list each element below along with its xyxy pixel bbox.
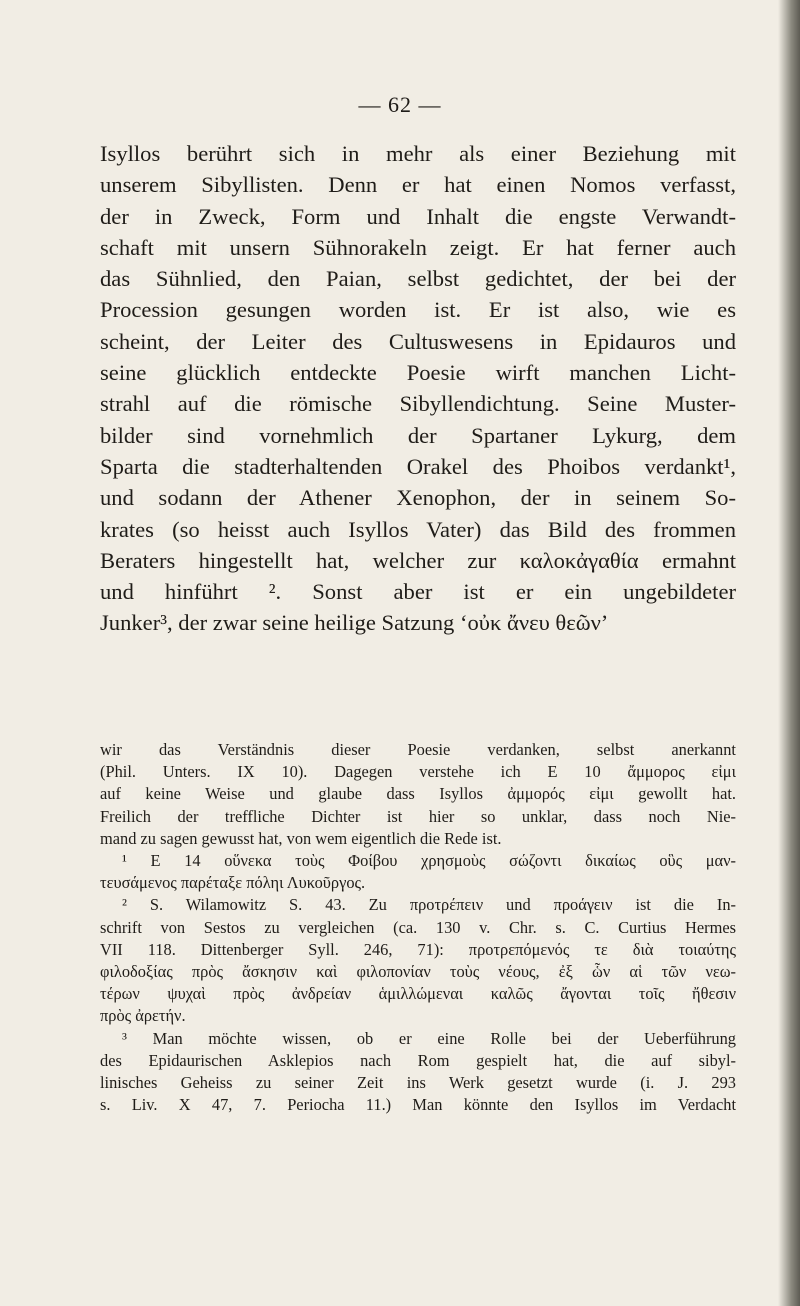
main-text-line: der in Zweck, Form und Inhalt die engste Verwandt- xyxy=(100,203,736,229)
footnote-line: τέρων ψυχαὶ πρὸς ἀνδρείαν ἁμιλλώμεναι καλῶς ἄγονται τοῖς ἤθεσιν xyxy=(100,984,736,1004)
footnote-line: τευσάμενος παρέταξε πόληι Λυκοῦργος. xyxy=(100,873,366,893)
main-text-line: und hinführt ². Sonst aber ist er ein ungebildeter xyxy=(100,579,736,605)
footnote-line: auf keine Weise und glaube dass Isyllos ἀμμορός εἰμι gewollt hat. xyxy=(100,784,736,804)
main-text-line: unserem Sibyllisten. Denn er hat einen Nomos verfasst, xyxy=(100,172,736,198)
footnote-line: schrift von Sestos zu vergleichen (ca. 130 v. Chr. s. C. Curtius Hermes xyxy=(100,917,736,937)
main-text-line: Beraters hingestellt hat, welcher zur καλοκἀγαθία ermahnt xyxy=(100,547,736,573)
main-text-line: schaft mit unsern Sühnorakeln zeigt. Er hat ferner auch xyxy=(100,234,736,260)
main-text-line: Junker³, der zwar seine heilige Satzung ‘οὐκ ἄνευ θεῶν’ xyxy=(100,610,609,636)
main-text-line: bilder sind vornehmlich der Spartaner Lykurg, dem xyxy=(100,422,736,448)
main-text-line: das Sühnlied, den Paian, selbst gedichtet, der bei der xyxy=(100,266,736,292)
footnote-line: ² S. Wilamowitz S. 43. Zu προτρέπειν und προάγειν ist die In- xyxy=(122,895,736,915)
footnotes-block xyxy=(100,739,736,1116)
main-text-line: Procession gesungen worden ist. Er ist also, wie es xyxy=(100,297,736,323)
footnote-line: ³ Man möchte wissen, ob er eine Rolle bei der Ueberführung xyxy=(122,1028,736,1048)
main-text-line: krates (so heisst auch Isyllos Vater) das Bild des frommen xyxy=(100,516,736,542)
main-text-line: strahl auf die römische Sibyllendichtung. Seine Muster- xyxy=(100,391,736,417)
main-text-line: Sparta die stadterhaltenden Orakel des Phoibos verdankt¹, xyxy=(100,453,736,479)
main-text-line: Isyllos berührt sich in mehr als einer Beziehung mit xyxy=(100,141,736,166)
footnote-line: wir das Verständnis dieser Poesie verdanken, selbst anerkannt xyxy=(100,740,736,759)
footnote-line: φιλοδοξίας πρὸς ἄσκησιν καὶ φιλοπονίαν τοὺς νέους, ἐξ ὧν αἱ τῶν νεω- xyxy=(100,962,736,982)
footnote-line: πρὸς ἀρετήν. xyxy=(100,1006,186,1026)
footnote-line: VII 118. Dittenberger Syll. 246, 71): προτρεπόμενός τε διὰ τοιαύτης xyxy=(100,939,736,959)
main-text-line: und sodann der Athener Xenophon, der in seinem So- xyxy=(100,485,736,511)
footnote-line: mand zu sagen gewusst hat, von wem eigentlich die Rede ist. xyxy=(100,828,502,848)
footnote-line: linisches Geheiss zu seiner Zeit ins Werk gesetzt wurde (i. J. 293 xyxy=(100,1073,736,1093)
main-text-line: seine glücklich entdeckte Poesie wirft manchen Licht- xyxy=(100,360,736,386)
footnote-line: (Phil. Unters. IX 10). Dagegen verstehe ich E 10 ἄμμορος εἰμι xyxy=(100,762,736,782)
footnote-line: Freilich der treffliche Dichter ist hier so unklar, dass noch Nie- xyxy=(100,806,736,826)
footnote-line: ¹ E 14 οὕνεκα τοὺς Φοίβου χρησμοὺς σώζοντι δικαίως οὓς μαν- xyxy=(122,851,736,871)
main-text-block xyxy=(100,138,736,639)
footnote-line: des Epidaurischen Asklepios nach Rom gespielt hat, die auf sibyl- xyxy=(100,1050,736,1070)
page-edge-shadow xyxy=(778,0,800,1306)
footnote-line: s. Liv. X 47, 7. Periocha 11.) Man könnte den Isyllos im Verdacht xyxy=(100,1095,736,1115)
main-text-line: scheint, der Leiter des Cultuswesens in Epidauros und xyxy=(100,328,736,354)
page-number: — 62 — xyxy=(358,92,442,117)
